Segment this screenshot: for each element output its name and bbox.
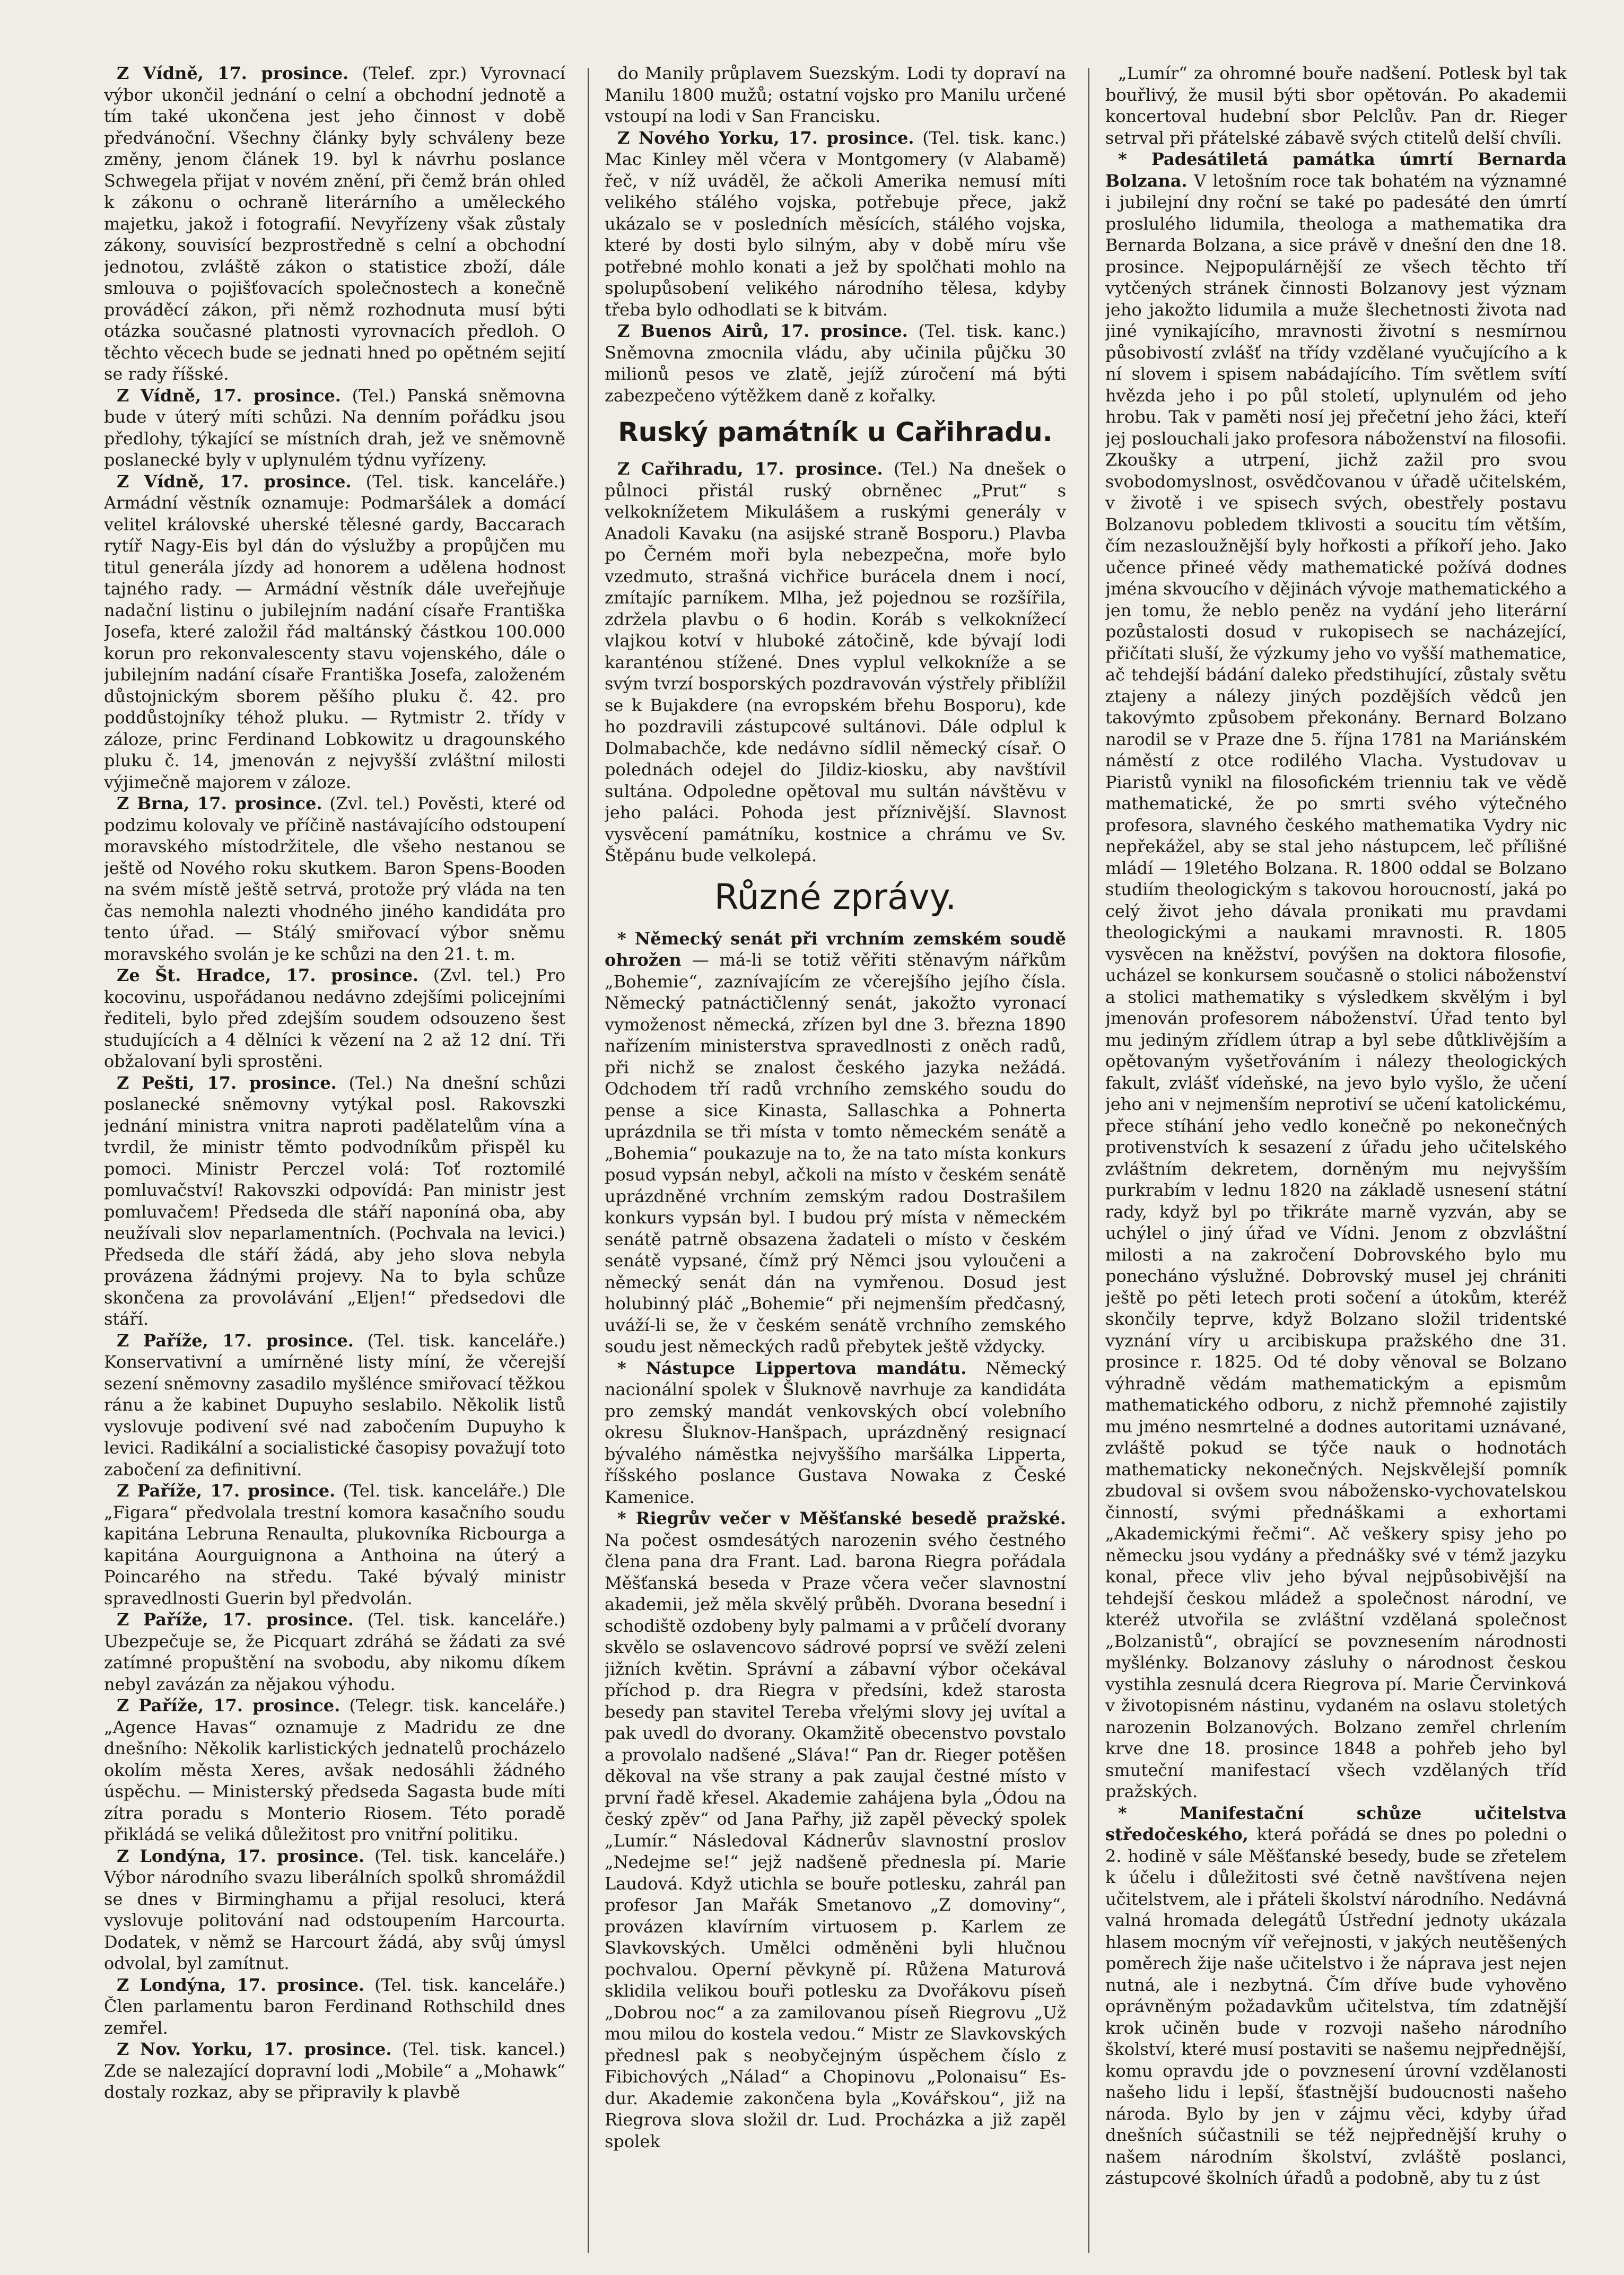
- news-item: Z Londýna, 17. prosince. (Tel. tisk. kanceláře.) Člen parlamentu baron Ferdinand Rothschild dnes zemřel.: [104, 1974, 565, 2038]
- news-item: Z Paříže, 17. prosince. (Tel. tisk. kanceláře.) Ubezpečuje se, že Picquart zdráhá se žádati za své zatímné propuštění na svobodu, aby nikomu díkem nebyl zavázán za nějakou výhodu.: [104, 1609, 565, 1694]
- news-item: Z Paříže, 17. prosince. (Tel. tisk. kanceláře.) Dle „Figara“ předvolala trestní komora kasačního soudu kapitána Lebruna Renaulta, plukovníka Ricbourga a kapitána Aourguignona a Anthoina na úterý a Poincarého na středu. Také bývalý ministr spravedlnosti Guerin byl předvolán.: [104, 1481, 565, 1608]
- news-item: Ze Št. Hradce, 17. prosince. (Zvl. tel.) Pro kocovinu, uspořádanou nedávno zdejšími policejními řediteli, bylo před zdejším soudem odsouzeno šest studujících a 4 dělníci k vězení na 2 až 12 dní. Tři obžalovaní byli sprostěni.: [104, 965, 565, 1071]
- news-item: * Nástupce Lippertova mandátu. Německý nacionální spolek v Šluknově navrhuje za kandidáta pro zemský mandát venkovských obcí volebního okresu Šluknov-Hanšpach, uprázdněný resignací bývalého náměstka nejvyššího maršálka Lipperta, říšského poslance Gustava Nowaka z České Kamenice.: [605, 1358, 1066, 1507]
- news-item: „Lumír“ za ohromné bouře nadšení. Potlesk byl tak bouřlivý, že musil býti sbor opětován. Po akademii koncertoval hudební sbor Pelclův. Pan dr. Rieger setrval při přátelské zábavě svých ctitelů delší chvíli.: [1105, 63, 1567, 148]
- news-item: Z Brna, 17. prosince. (Zvl. tel.) Pověsti, které od podzimu kolovaly ve příčině nastávajícího odstoupení moravského místodržitele, dle všeho nestanou se ještě od Nového roku skutkem. Baron Spens-Booden na svém místě ještě setrvá, protože prý vláda na ten čas nemohla nalezti vhodného jiného kandidáta pro tento úřad. — Stálý smiřovací výbor sněmu moravského svolán je ke schůzi na den 21. t. m.: [104, 793, 565, 964]
- news-item: Z Buenos Airů, 17. prosince. (Tel. tisk. kanc.) Sněmovna zmocnila vládu, aby učinila půjčku 30 milionů pesos ve zlatě, jejíž zúročení má býti zabezpečeno výtěžkem daně z kořalky.: [605, 321, 1066, 406]
- news-item: * Riegrův večer v Měšťanské besedě pražské. Na počest osmdesátých narozenin svého čestného člena pana dra Frant. Lad. barona Riegra pořádala Měšťanská beseda v Praze včera večer slavnostní akademii, jež měla skvělý průběh. Dvorana besední i schodiště ozdobeny byly palmami a v průčelí dvorany skvělo se oslavencovo sádrové poprsí ve svěží zeleni jižních květin. Správní a zábavní výbor očekával příchod p. dra Riegra v předsíni, kdež starosta besedy pan stavitel Tereba vřelými slovy jej uvítal a pak uvedl do dvorany. Okamžitě obecenstvo povstalo a provolalo nadšené „Sláva!“ Pan dr. Rieger potěšen děkoval na vše strany a pak zaujal čestné místo v první řadě křesel. Akademie zahájena byla „Ódou na český zpěv“ od Jana Pařhy, již zapěl pěvecký spolek „Lumír.“ Následoval Kádnerův slavnostní proslov „Nedejme se!“ jejž nadšeně přednesla pí. Marie Laudová. Když utichla se bouře potlesku, zahrál pan profesor Jan Mařák Smetanovo „Z domoviny“, provázen klavírním virtuosem p. Karlem ze Slavkovských. Umělci odměněni byli hlučnou pochvalou. Operní pěvkyně pí. Růžena Maturová sklidila velikou bouři potlesku za Dvořákovu píseň „Dobrou noc“ a za zamilovanou píseň Riegrovu „Už mou milou do kostela vedou.“ Mistr ze Slavkovských přednesl pak s neobyčejným úspěchem číslo z Fibichových „Nálad“ a Chopinovu „Polonaisu“ Es-dur. Akademie zakončena byla „Kovářskou“, již na Riegrova slova složil dr. Lud. Procházka a již zapěl spolek: [605, 1508, 1066, 2151]
- column-2: [605, 63, 1066, 2258]
- news-item: Z Paříže, 17. prosince. (Tel. tisk. kanceláře.) Konservativní a umírněné listy míní, že včerejší sezení sněmovny zasadilo myšlénce smiřovací těžkou ránu a že kabinet Dupuyho seslabilo. Několik listů vyslovuje podivení své nad zabočením Dupuyho k levici. Radikální a socialistické časopisy považují toto zabočení za definitivní.: [104, 1330, 565, 1480]
- news-item: Z Nového Yorku, 17. prosince. (Tel. tisk. kanc.) Mac Kinley měl včera v Montgomery (v Alabamě) řeč, v níž uváděl, že ačkoli Amerika nemusí míti velikého stálého vojska, potřebuje přece, jakž ukázalo se v posledních měsících, stálého vojska, které by dosti bylo silným, aby v době míru vše potřebné mohlo konati a jež by spolčhati mohlo na spolupůsobení velikého národního tělesa, kdyby třeba bylo odhodlati se k bitvám.: [605, 127, 1066, 320]
- news-item: Z Paříže, 17. prosince. (Telegr. tisk. kanceláře.) „Agence Havas“ oznamuje z Madridu ze dne dnešního: Několik karlistických jednatelů procházelo okolím města Xeres, avšak nedosáhli žádného úspěchu. — Ministerský předseda Sagasta bude míti zítra poradu s Monterio Riosem. Této poradě přikládá se veliká důležitost pro vnitřní politiku.: [104, 1695, 565, 1844]
- column-divider: [1088, 68, 1089, 2253]
- news-item: do Manily průplavem Suezským. Lodi ty dopraví na Manilu 1800 mužů; ostatní vojsko pro Manilu určené vstoupí na lodi v San Francisku.: [605, 63, 1066, 126]
- news-item: Z Vídně, 17. prosince. (Telef. zpr.) Vyrovnací výbor ukončil jednání o celní a obchodní jednotě a tím také ukončena jest jeho činnost v době předvánoční. Všechny články byly schváleny beze změny, jenom článek 19. byl k návrhu poslance Schwegela přijat v novém znění, při čemž brán ohled k zákonu o ochraně literárního a uměleckého majetku, jakož i fotografií. Nevyřízeny však zůstaly zákony, souvisící bezprostředně s celní a obchodní jednotou, zvláště zákon o statistice zboží, dále smlouva o pojišťovacích společnostech a konečně prováděcí zákon, při němž rozhodnuta musí býti otázka současné platnosti vyrovnacích předloh. O těchto věcech bude se jednati hned po opětném sejití se rady říšské.: [104, 63, 565, 384]
- news-item: * Německý senát při vrchním zemském soudě ohrožen — má-li se totiž věřiti stěnavým nářkům „Bohemie“, zaznívajícím ze včerejšího jejího čísla. Německý patnáctičlenný senát, jakožto vyronací vymoženost německá, zřízen byl dne 3. března 1890 nařízením ministerstva spravedlnosti z oněch radů, při nichž se znalost českého jazyka nežádá. Odchodem tří radů vrchního zemského soudu do pense a sice Kinasta, Sallaschka a Pohnerta uprázdnila se tři místa v tomto německém senátě a „Bohemia“ poukazuje na to, že na tato místa konkurs posud vypsán nebyl, ačkoli na místo v českém senátě uprázdněné vrchním zemským radou Dostrašilem konkurs vypsán byl. I budou prý místa v německém senátě patrně obsazena žadateli o místo v českém senátě vypsané, čímž prý Němci jsou vyloučeni a německý senát dán na vymřenou. Dosud jest holubinný pláč „Bohemie“ při nejmenším předčasný, uváží-li se, že v českém senátě vrchního zemského soudu jest německých radů přebytek ještě vždycky.: [605, 928, 1066, 1357]
- news-item: Z Pešti, 17. prosince. (Tel.) Na dnešní schůzi poslanecké sněmovny vytýkal posl. Rakovszki jednání ministra vnitra naproti padělatelům vína a tvrdil, že ministr těmto podvodníkům přispěl ku pomoci. Ministr Perczel volá: Toť roztomilé pomluvačství! Rakovszki odpovídá: Pan ministr jest pomluvačem! Předseda dle stáří naponíná oba, aby neužívali slov neparlamentních. (Pochvala na levici.) Předseda dle stáří žádá, aby jeho slova nebyla provázena žádnými projevy. Na to byla schůze skončena za provolávání „Eljen!“ předsedovi dle stáří.: [104, 1072, 565, 1329]
- column-1: [104, 63, 565, 2258]
- column-divider: [588, 68, 589, 2253]
- news-item: Z Nov. Yorku, 17. prosince. (Tel. tisk. kancel.) Zde se nalezající dopravní lodi „Mobile“ a „Mohawk“ dostaly rozkaz, aby se připravily k plavbě: [104, 2039, 565, 2102]
- news-item: Z Londýna, 17. prosince. (Tel. tisk. kanceláře.) Výbor národního svazu liberálních spolků shromáždil se dnes v Birminghamu a přijal resoluci, která vyslovuje politování nad odstoupením Harcourta. Dodatek, v němž se Harcourt žádá, aby svůj úmysl odvolal, byl zamítnut.: [104, 1845, 565, 1973]
- news-item: Z Cařihradu, 17. prosince. (Tel.) Na dnešek o půlnoci přistál ruský obrněnec „Prut“ s velkoknížetem Mikulášem a ruskými generály v Anadoli Kavaku (na asijské straně Bosporu.) Plavba po Černém moři byla nebezpečna, moře bylo vzedmuto, strašná vichřice burácela dnem i nocí, zmítajíc parníkem. Mlha, jež pojednou se rozšířila, zdržela plavbu o 6 hodin. Koráb s velkoknížecí vlajkou kotví v hluboké zátočině, kde bývají lodi karanténou stížené. Dnes vyplul velkokníže a se svým tvrzí bosporských pozdravován výstřely přiblížil se k Bujakdere (na evropském břehu Bosporu), kde ho pozdravili zástupcové sultánovi. Dále odplul k Dolmabachče, kde nedávno sídlil německý císař. O polednách odejel do Jildiz-kiosku, aby navštívil sultána. Odpoledne opětoval mu sultán návštěvu v jeho paláci. Pohoda jest příznivější. Slavnost vysvěcení památníku, kostnice a chrámu ve Sv. Štěpánu bude velkolepá.: [605, 459, 1066, 865]
- section-heading: Ruský památník u Cařihradu.: [618, 417, 1053, 448]
- news-item: * Manifestační schůze učitelstva středočeského, která pořádá se dnes po poledni o 2. hodině v sále Měšťanské besedy, bude se zřetelem k účelu i důležitosti své četně navštívena nejen učitelstvem, ale i přáteli školství národního. Nedávná valná hromada delegátů Ústřední jednoty ukázala hlasem mocným víř veřejnosti, v jakých neutěšených poměrech žije naše učitelstvo i že náprava jest nejen nutná, ale i nezbytná. Čím dříve bude vyhověno oprávněným požadavkům učitelstva, tím zdatnější krok učiněn bude v rozvoji našeho národního školství, které musí postaviti se našemu nejpřednější, komu opravdu jde o povznesení úrovní vzdělanosti našeho lidu i lepší, šťastnější budoucnosti našeho národa. Bylo by jen v zájmu věci, kdyby úřad dnešních súčastnili se též nejpřednější kruhy o našem národním školství, zvláště poslanci, zástupcové školních úřadů a podobně, aby tu z úst: [1105, 1802, 1567, 2188]
- news-item: * Padesátiletá památka úmrtí Bernarda Bolzana. V letošním roce tak bohatém na významné i jubilejní dny roční se také po padesáté den úmrtí proslulého lidumila, theologa a mathematika dra Bernarda Bolzana, a sice právě v dnešní den dne 18. prosince. Nejpopulárnější ze všech těchto tří vytčených stránek činnosti Bolzanovy jest význam jeho jakožto lidumila a muže šlechetnosti života nad jiné vynikajícího, mravnosti životní s nesmírnou působivostí zvlášť na třídy vzdělané vyučujícího a k ní slovem i spisem nabádajícího. Tím světlem svítí hvězda jeho i po půl století, uplynulém od jeho hrobu. Tak v paměti nosí jej přečetní jeho žáci, kteří jej poslouchali jako profesora náboženství na filosofii. Zkoušky a utrpení, jichž zažil pro svou svobodomyslnost, osvědčovanou v úřadě učitelském, v životě i ve spisech svých, obestřely postavu Bolzanovu pobledem tklivosti a soucitu tím větším, čím nezasloužnější byly hořkosti a příkoří jeho. Jako učence přineé vědy mathematické požívá dodnes jména skvoucího v dějinách vývoje mathematického a jen tomu, že neblo peněz na vydání jeho literární pozůstalosti dosud v rukopisech se nacházející, přičítati sluší, že výzkumy jeho vo vyšší mathematice, ač tehdejší bádání daleko předstihující, zůstaly světu ztajeny a nálezy jiných pozdějších vědců jen takovýmto způsobem překonány. Bernard Bolzano narodil se v Praze dne 5. října 1781 na Mariánském náměstí z otce rodilého Vlacha. Vystudovav u Piaristů vynikl na filosofickém trienniu tak ve vědě mathematické, že po smrti svého výtečného profesora, slavného českého mathematika Vydry nic nepřekážel, aby se stal jeho nástupcem, leč přílišné mládí — 19letého Bolzana. R. 1800 oddal se Bolzano studiím theologickým s takovou horoucností, jaká po celý život jeho dávala pronikati mu pravdami theologickými a naukami mravnosti. R. 1805 vysvěcen na kněžství, povýšen na doktora filosofie, ucházel se konkursem současně o stolici náboženství a stolici mathematiky s výsledkem skvělým i byl jmenován profesorem náboženství. Úřad tento byl mu jediným zřídlem útrap a byl sebe důtklivějším a opětovaným vyšetřováním i nálezy theologických fakult, zvlášť vídeňské, na jevo bylo vyšlo, že učení jeho ani v nejmenším neprotiví se učení katolickému, přece stíhání jeho vedlo konečně po nekonečných protivenstvích k sesazení z úřadu jeho učitelského zvláštním dekretem, dorněným mu nejvyšším purkrabím v lednu 1820 na základě usnesení státní rady, když byl po třikráte marně vyzván, aby se uchýlel o jiný úřad ve Vídni. Jenom z obzvláštní milosti a na zakročení Dobrovského bylo mu ponecháno výslužné. Dobrovský musel jej chrániti ještě po pěti letech proti sočení a útokům, kteréž skončily teprve, když Bolzano složil tridentské vyznání víry u arcibiskupa pražského dne 31. prosince r. 1825. Od té doby věnoval se Bolzano výhradně vědám mathematickým a epismům mathematického odboru, z nichž přemnohé zajistily mu jméno nesmrtelné a dodnes autoritami uznávané, zvláště pokud se týče nauk o hodnotách mathematicky nekonečných. Nejskvělejší pomník zbudoval si ovšem svou nábožensko-vychovatelskou činností, svými přednáškami a exhortami „Akademickými řečmi“. Ač veškery spisy jeho po německu jsou vydány a přednášky své v témž jazyku konal, přece vliv jeho býval nejpůsobivější na tehdejší českou mládež a společnost národní, ve kteréž utvořila se zvláštní vzdělaná společnost „Bolzanistů“, obrající se povznesením národnosti myšlénky. Bolzanovy zásluhy o národnost českou vystihla zesnulá dcera Riegrova pí. Marie Červinková v životopisném nástinu, vydaném na oslavu stoletých narozenin Bolzanových. Bolzano zemřel chrlením krve dne 18. prosince 1848 a pohřeb jeho byl smuteční manifestací všech vzdělaných tříd pražských.: [1105, 149, 1567, 1801]
- news-item: Z Vídně, 17. prosince. (Tel. tisk. kanceláře.) Armádní věstník oznamuje: Podmaršálek a domácí velitel královské uherské tělesné gardy, Baccarach rytíř Nagy-Eis byl dán do výslužby a propůjčen mu titul generála jízdy ad honorem a udělena hodnost tajného rady. — Armádní věstník dále uveřejňuje nadační listinu o jubilejním nadání císaře Františka Josefa, které založil řád maltánský částkou 100.000 korun pro rekonvalescenty stavu vojenského, dále o jubilejním nadání císaře Františka Josefa, založeném důstojnickým sborem pěšího pluku č. 42. pro poddůstojníky téhož pluku. — Rytmistr 2. třídy v záloze, princ Ferdinand Lobkowitz u dragounského pluku č. 14, jmenován z nejvyšší zvláštní milosti výjimečně majorem v záloze.: [104, 471, 565, 792]
- newspaper-page: [104, 63, 1624, 2263]
- column-3: [1105, 63, 1567, 2258]
- section-heading: Různé zprávy.: [714, 876, 957, 917]
- news-item: Z Vídně, 17. prosince. (Tel.) Panská sněmovna bude v úterý míti schůzi. Na denním pořádku jsou předlohy, týkající se místních drah, jež ve sněmovně poslanecké byly v uplynulém týdnu vyřízeny.: [104, 385, 565, 470]
